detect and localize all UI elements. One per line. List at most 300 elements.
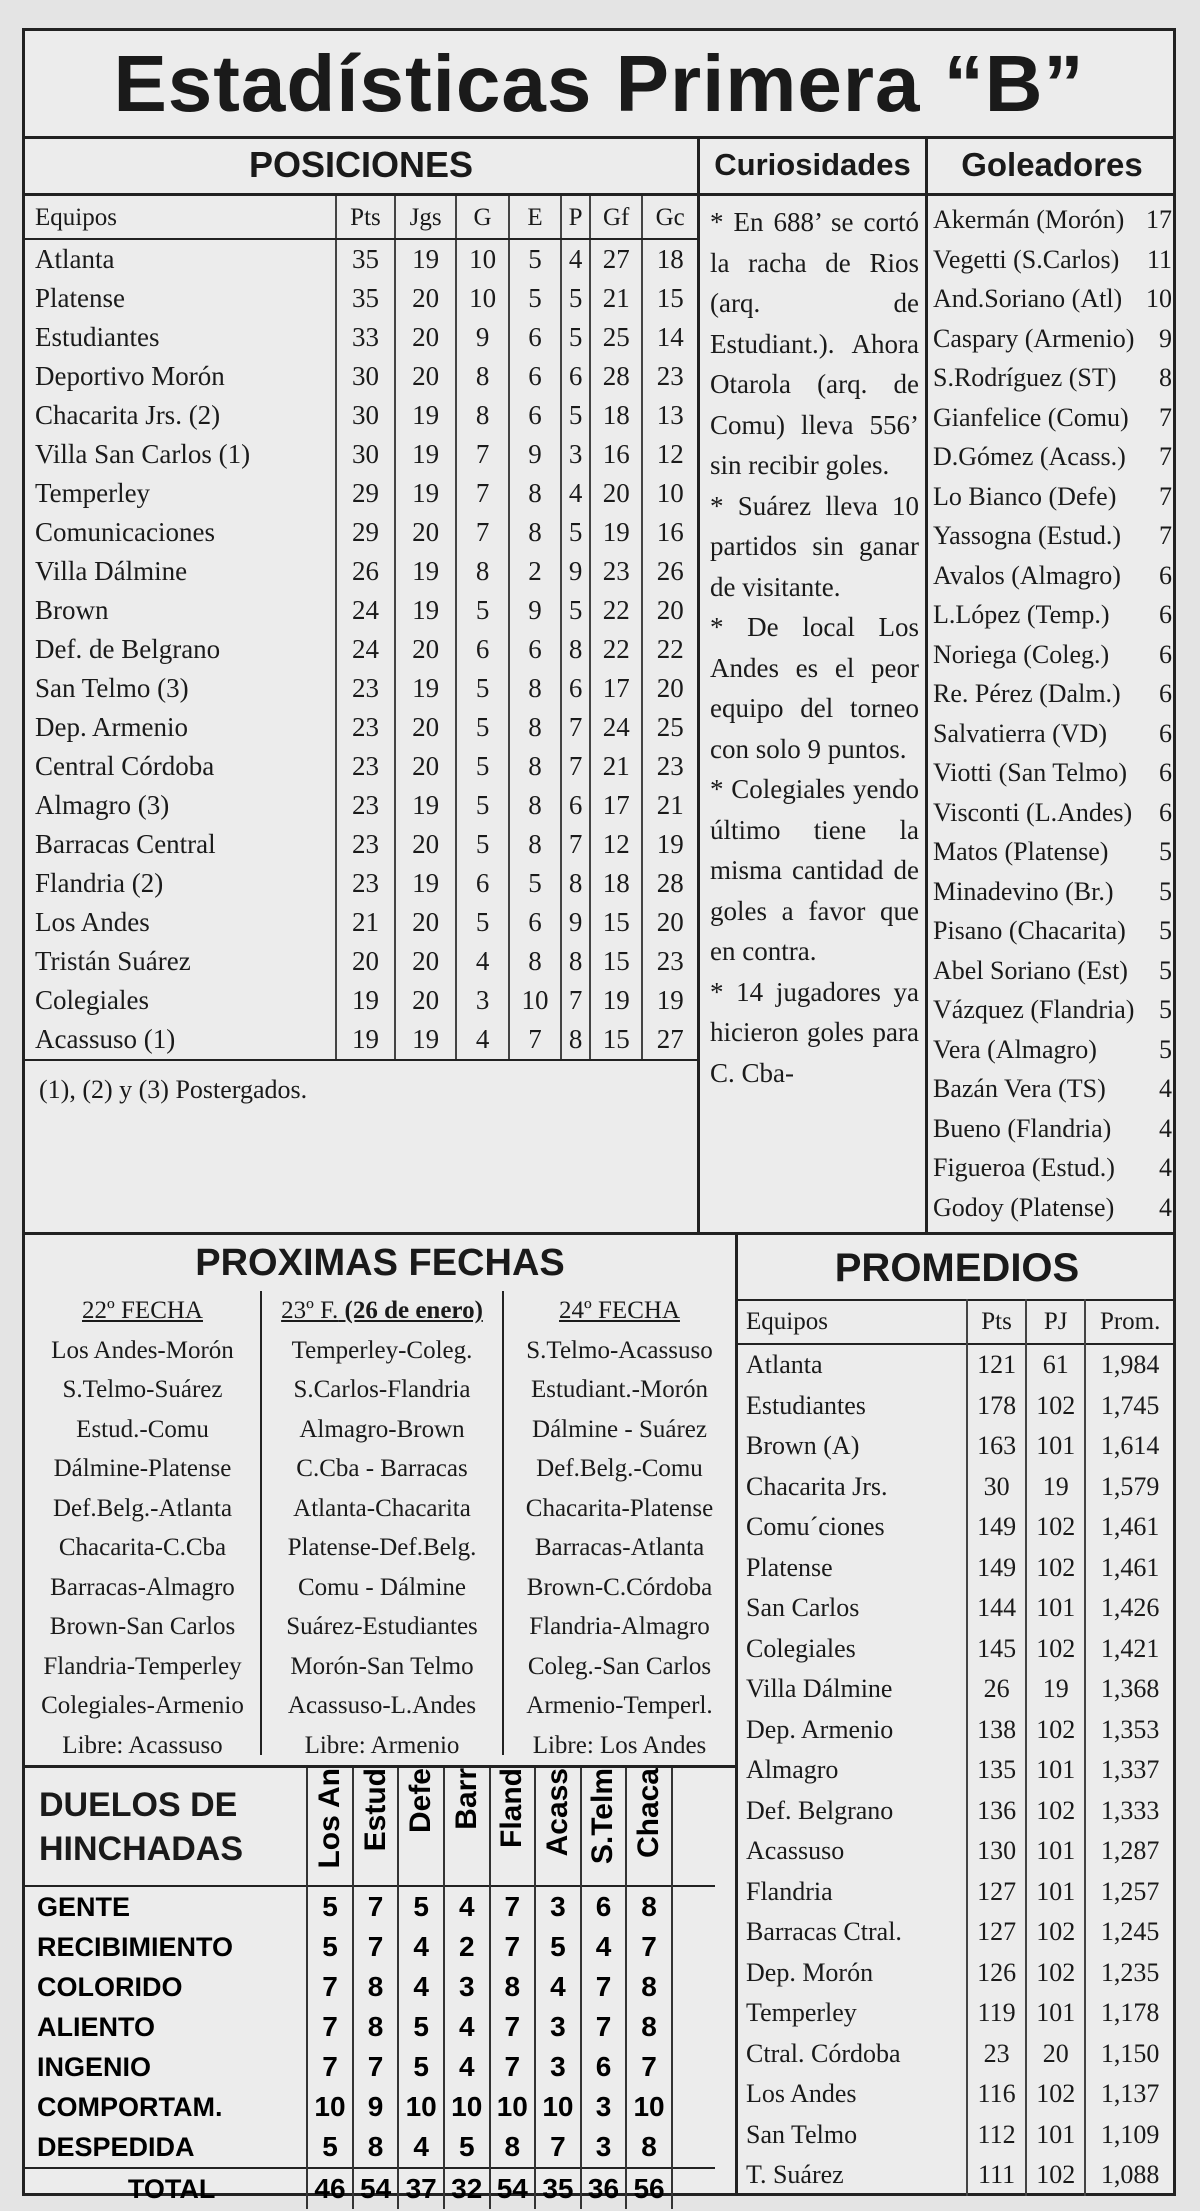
table-cell: 101 — [1026, 1426, 1085, 1467]
table-cell: 8 — [509, 747, 561, 786]
table-row — [738, 1710, 1174, 1751]
table-cell: 25 — [590, 318, 642, 357]
table-cell: 8 — [626, 1967, 672, 2007]
goleador-goals: 5 — [1159, 995, 1172, 1024]
column-header: Pts — [336, 196, 395, 239]
table-cell: 27 — [590, 239, 642, 279]
table-cell: 2 — [444, 1927, 490, 1967]
table-cell: 23 — [336, 708, 395, 747]
match-item: Comu - Dálmine — [297, 1573, 467, 1601]
table-row — [25, 279, 697, 318]
table-cell: 9 — [509, 591, 561, 630]
goleador-name: Avalos (Almagro) — [933, 560, 1121, 590]
table-cell: Acassuso — [746, 1836, 845, 1865]
table-row — [25, 708, 697, 747]
table-cell: 8 — [626, 2127, 672, 2168]
table-cell: 1,245 — [1085, 1912, 1174, 1953]
list-item — [933, 832, 1176, 872]
goleadores-list — [928, 196, 1176, 1227]
fecha-24-title: 24º FECHA — [559, 1297, 680, 1324]
table-row — [25, 1020, 697, 1060]
table-cell: 16 — [590, 435, 642, 474]
table-cell: 144 — [967, 1588, 1026, 1629]
table-cell: 8 — [456, 357, 508, 396]
table-cell: 35 — [336, 239, 395, 279]
column-header: Jgs — [395, 196, 456, 239]
table-cell: 101 — [1026, 1831, 1085, 1872]
table-cell: 135 — [967, 1750, 1026, 1791]
list-item — [933, 200, 1176, 240]
table-cell: 20 — [395, 630, 456, 669]
duelo-team-label: Barr — [449, 1768, 483, 1830]
table-cell: 20 — [395, 981, 456, 1020]
table-cell: 4 — [581, 1927, 627, 1967]
table-cell: 15 — [590, 903, 642, 942]
table-cell: 5 — [456, 786, 508, 825]
duelo-team-label: Fland — [495, 1768, 529, 1848]
table-cell: 21 — [590, 279, 642, 318]
goleador-name: Akermán (Morón) — [933, 205, 1125, 234]
goleador-name: Salvatierra (VD) — [933, 718, 1107, 748]
table-cell: 7 — [490, 2007, 536, 2047]
promedios-section — [738, 1235, 1176, 2196]
list-item — [933, 595, 1176, 635]
duelos-table — [25, 1768, 715, 2209]
total-label: TOTAL — [127, 2173, 216, 2204]
table-cell: 5 — [561, 396, 590, 435]
blank-cell — [672, 2007, 715, 2047]
table-row — [25, 669, 697, 708]
table-cell: 127 — [967, 1912, 1026, 1953]
table-cell: 6 — [509, 357, 561, 396]
column-header: Equipos — [746, 1307, 828, 1335]
table-cell: 20 — [642, 669, 697, 708]
table-row — [25, 2007, 715, 2047]
goleador-name: Vázquez (Flandria) — [933, 995, 1135, 1024]
table-cell: Platense — [746, 1552, 833, 1582]
table-cell: 10 — [456, 279, 508, 318]
table-cell: 13 — [642, 396, 697, 435]
list-item — [933, 1148, 1176, 1188]
match-item: Barracas-Atlanta — [534, 1534, 705, 1561]
table-cell: 30 — [336, 435, 395, 474]
table-cell: 23 — [642, 357, 697, 396]
table-cell: 4 — [398, 1927, 444, 1967]
table-row — [25, 591, 697, 630]
table-cell: 3 — [581, 2087, 627, 2127]
table-cell: San Telmo (3) — [35, 673, 189, 703]
blank-column — [672, 1768, 715, 1886]
duelo-team-header — [490, 1768, 536, 1886]
match-item: Def.Belg.-Comu — [536, 1455, 703, 1482]
goleador-name: L.López (Temp.) — [933, 600, 1110, 629]
table-cell: 21 — [590, 747, 642, 786]
table-cell: Temperley — [746, 1998, 857, 2027]
table-cell: Villa Dálmine — [35, 556, 188, 586]
table-cell: 7 — [307, 2047, 353, 2087]
table-cell: 10 — [307, 2087, 353, 2127]
goleador-goals: 5 — [1159, 837, 1172, 866]
list-item — [933, 674, 1176, 714]
table-cell: 101 — [1026, 1872, 1085, 1913]
list-item — [933, 911, 1176, 951]
table-cell: 4 — [444, 2047, 490, 2087]
table-row — [25, 2127, 715, 2168]
table-cell: 101 — [1026, 1588, 1085, 1629]
table-row — [738, 1831, 1174, 1872]
match-item: Def.Belg.-Atlanta — [52, 1494, 233, 1522]
column-header: Prom. — [1085, 1300, 1174, 1344]
table-cell: 19 — [395, 669, 456, 708]
list-item — [933, 1188, 1176, 1228]
table-cell: San Telmo — [746, 2119, 858, 2149]
table-cell: 2 — [509, 552, 561, 591]
table-row — [738, 2155, 1174, 2196]
goleador-goals: 6 — [1159, 718, 1172, 748]
table-cell: 10 — [490, 2087, 536, 2127]
goleador-name: Vera (Almagro) — [933, 1034, 1097, 1064]
table-cell: 102 — [1026, 1710, 1085, 1751]
match-item: Libre: Acassuso — [62, 1731, 223, 1759]
table-cell: 8 — [626, 1886, 672, 1927]
duelos-title — [25, 1768, 307, 1886]
table-cell: 20 — [642, 591, 697, 630]
duelo-category: GENTE — [37, 1891, 131, 1922]
table-cell: 23 — [336, 669, 395, 708]
table-cell: 1,257 — [1085, 1872, 1174, 1913]
table-row — [25, 357, 697, 396]
goleador-goals: 10 — [1146, 284, 1172, 313]
goleador-name: Lo Bianco (Defe) — [933, 481, 1117, 511]
table-cell: 7 — [490, 1927, 536, 1967]
curiosidad-item: * Suárez lleva 10 partidos sin ganar de visitante. — [710, 490, 919, 602]
goleador-goals: 6 — [1159, 758, 1172, 787]
table-cell: 1,088 — [1085, 2155, 1174, 2196]
table-cell: 119 — [967, 1993, 1026, 2034]
goleador-name: S.Rodríguez (ST) — [933, 363, 1117, 392]
table-cell: Flandria (2) — [35, 868, 164, 898]
table-cell: 7 — [353, 2047, 399, 2087]
posiciones-header: POSICIONES — [25, 139, 697, 196]
match-item: Acassuso-L.Andes — [287, 1692, 477, 1719]
table-cell: Ctral. Córdoba — [746, 2038, 901, 2068]
table-cell: 8 — [626, 2007, 672, 2047]
table-row — [25, 513, 697, 552]
blank-cell — [672, 1927, 715, 1967]
goleador-name: Matos (Platense) — [933, 837, 1109, 866]
table-row — [25, 474, 697, 513]
table-cell: 8 — [509, 474, 561, 513]
total-cell: 35 — [535, 2168, 581, 2209]
duelo-team-header — [535, 1768, 581, 1886]
table-cell: 102 — [1026, 2074, 1085, 2115]
table-cell: 1,287 — [1085, 1831, 1174, 1872]
table-cell: 3 — [535, 2007, 581, 2047]
table-cell: 102 — [1026, 1507, 1085, 1548]
table-row — [738, 1993, 1174, 2034]
table-cell: 23 — [336, 825, 395, 864]
goleador-name: Pisano (Chacarita) — [933, 916, 1126, 945]
table-cell: 25 — [642, 708, 697, 747]
table-cell: 29 — [336, 474, 395, 513]
goleador-goals: 6 — [1159, 560, 1172, 590]
table-cell: 19 — [336, 1020, 395, 1060]
table-cell: 102 — [1026, 1912, 1085, 1953]
list-item — [933, 635, 1176, 675]
table-cell: 3 — [535, 1886, 581, 1927]
table-cell: 16 — [642, 513, 697, 552]
table-cell: 4 — [456, 1020, 508, 1060]
table-cell: 138 — [967, 1710, 1026, 1751]
goleador-goals: 7 — [1159, 402, 1172, 432]
duelo-team-label: S.Telm — [586, 1768, 620, 1865]
goleadores-header: Goleadores — [928, 139, 1176, 196]
table-cell: 12 — [642, 435, 697, 474]
match-item: Morón-San Telmo — [290, 1652, 474, 1680]
table-cell: 19 — [395, 591, 456, 630]
fecha-23-title — [262, 1291, 502, 1331]
proximas-columns — [25, 1291, 735, 1759]
goleador-goals: 4 — [1159, 1153, 1172, 1182]
table-row — [25, 1967, 715, 2007]
duelo-category: DESPEDIDA — [37, 2131, 195, 2162]
curiosidades-header: Curiosidades — [700, 139, 925, 196]
table-cell: 20 — [336, 942, 395, 981]
goleador-name: Re. Pérez (Dalm.) — [933, 679, 1121, 708]
posiciones-footnote: (1), (2) y (3) Postergados. — [39, 1075, 308, 1104]
table-cell: Colegiales — [35, 985, 149, 1015]
goleador-name: Visconti (L.Andes) — [933, 797, 1133, 827]
table-row — [25, 786, 697, 825]
table-row — [738, 2115, 1174, 2156]
goleador-name: Minadevino (Br.) — [933, 876, 1114, 906]
curiosidades-section — [700, 139, 925, 1232]
duelo-category: ALIENTO — [37, 2011, 156, 2042]
table-cell: 8 — [509, 708, 561, 747]
table-cell: 18 — [642, 239, 697, 279]
table-cell: 3 — [444, 1967, 490, 2007]
table-cell: 5 — [509, 239, 561, 279]
table-cell: 19 — [336, 981, 395, 1020]
table-cell: 22 — [642, 630, 697, 669]
list-item — [933, 1069, 1176, 1109]
goleador-goals: 6 — [1159, 600, 1172, 629]
duelo-team-label: Los An — [313, 1768, 346, 1869]
list-item — [933, 1109, 1176, 1149]
duelo-team-header — [353, 1768, 399, 1886]
table-cell: 102 — [1026, 1548, 1085, 1589]
table-row — [25, 903, 697, 942]
table-row — [738, 1507, 1174, 1548]
table-cell: 102 — [1026, 1791, 1085, 1832]
table-cell: Def. de Belgrano — [35, 634, 221, 664]
match-item: S.Carlos-Flandria — [293, 1376, 471, 1403]
table-cell: 8 — [353, 2007, 399, 2047]
table-cell: 26 — [642, 552, 697, 591]
goleador-goals: 7 — [1159, 521, 1172, 550]
table-cell: 1,109 — [1085, 2115, 1174, 2156]
goleador-name: And.Soriano (Atl) — [933, 284, 1123, 313]
table-cell: Los Andes — [746, 2079, 857, 2108]
list-item — [933, 358, 1176, 398]
goleador-name: Abel Soriano (Est) — [933, 955, 1128, 985]
table-cell: 28 — [642, 864, 697, 903]
duelo-team-label: Acass — [540, 1768, 574, 1857]
table-cell: 20 — [395, 747, 456, 786]
table-row — [25, 630, 697, 669]
table-cell: Villa San Carlos (1) — [35, 439, 251, 469]
table-row — [25, 981, 697, 1020]
goleador-name: Bueno (Flandria) — [933, 1113, 1112, 1143]
table-cell: 5 — [398, 2047, 444, 2087]
table-cell: Acassuso (1) — [25, 1020, 336, 1060]
table-cell: Platense — [35, 283, 125, 313]
table-cell: 5 — [456, 669, 508, 708]
table-cell: 7 — [561, 981, 590, 1020]
duelo-team-header — [581, 1768, 627, 1886]
table-cell: 10 — [444, 2087, 490, 2127]
table-cell: 136 — [967, 1791, 1026, 1832]
table-row — [25, 2047, 715, 2087]
fecha-23-date: (26 de enero) — [344, 1297, 483, 1324]
table-cell: 19 — [1026, 1669, 1085, 1710]
table-cell: 8 — [353, 1967, 399, 2007]
goleador-name: Figueroa (Estud.) — [933, 1153, 1115, 1182]
duelo-team-label: Estud — [358, 1768, 392, 1852]
table-row — [738, 1548, 1174, 1589]
list-item — [933, 714, 1176, 754]
list-item — [933, 240, 1176, 280]
page-title: Estadísticas Primera “B” — [25, 31, 1173, 139]
table-cell: 24 — [336, 591, 395, 630]
table-cell: 6 — [581, 2047, 627, 2087]
table-row — [25, 2087, 715, 2127]
table-cell: 4 — [398, 2127, 444, 2168]
table-row — [738, 1750, 1174, 1791]
table-cell: 5 — [456, 708, 508, 747]
fecha-22-column — [25, 1291, 260, 1759]
fecha-24-column — [504, 1291, 735, 1759]
table-cell: 4 — [444, 1886, 490, 1927]
fecha-22-title: 22º FECHA — [82, 1297, 203, 1324]
match-item: Colegiales-Armenio — [41, 1692, 244, 1719]
table-cell: 5 — [561, 591, 590, 630]
goleador-name: Gianfelice (Comu) — [933, 402, 1129, 432]
table-row — [25, 942, 697, 981]
table-cell: Dep. Armenio — [746, 1714, 894, 1744]
table-cell: 61 — [1026, 1344, 1085, 1386]
duelos-title-line2: HINCHADAS — [39, 1829, 243, 1868]
table-row — [738, 1386, 1174, 1427]
table-cell: 27 — [642, 1020, 697, 1060]
table-row — [25, 552, 697, 591]
table-cell: 8 — [509, 786, 561, 825]
total-cell: 36 — [581, 2168, 627, 2209]
curiosidad-item: * De local Los Andes es el peor equipo del torneo con solo 9 puntos. — [710, 612, 919, 764]
table-cell: 29 — [336, 513, 395, 552]
table-row — [738, 1872, 1174, 1913]
table-cell: 5 — [561, 279, 590, 318]
proximas-section — [25, 1235, 735, 1765]
table-cell: 1,745 — [1085, 1386, 1174, 1427]
list-item — [933, 556, 1176, 596]
table-row — [25, 396, 697, 435]
duelos-title-line1: DUELOS DE — [39, 1785, 238, 1824]
goleador-goals: 6 — [1159, 797, 1172, 827]
blank-cell — [672, 2168, 715, 2209]
table-row — [25, 435, 697, 474]
table-cell: 5 — [444, 2127, 490, 2168]
table-cell: 7 — [307, 1967, 353, 2007]
posiciones-section — [25, 139, 697, 1232]
promedios-table — [738, 1299, 1174, 2196]
table-row — [25, 864, 697, 903]
goleador-goals: 7 — [1159, 481, 1172, 511]
table-cell: 149 — [967, 1548, 1026, 1589]
goleador-goals: 9 — [1159, 323, 1172, 353]
table-cell: 24 — [336, 630, 395, 669]
table-cell: 23 — [336, 864, 395, 903]
total-cell: 54 — [353, 2168, 399, 2209]
duelo-team-header — [307, 1768, 353, 1886]
table-cell: 6 — [509, 396, 561, 435]
goleador-name: Yassogna (Estud.) — [933, 521, 1122, 550]
table-cell: 7 — [307, 2007, 353, 2047]
table-cell: 5 — [456, 747, 508, 786]
goleador-name: Vegetti (S.Carlos) — [933, 244, 1120, 274]
table-cell: 101 — [1026, 1750, 1085, 1791]
table-cell: Los Andes — [35, 907, 150, 937]
table-cell: 26 — [967, 1669, 1026, 1710]
match-item: Platense-Def.Belg. — [287, 1534, 477, 1561]
table-cell: 8 — [456, 396, 508, 435]
table-cell: 23 — [336, 747, 395, 786]
table-cell: 7 — [509, 1020, 561, 1060]
table-cell: 1,368 — [1085, 1669, 1174, 1710]
table-cell: 10 — [535, 2087, 581, 2127]
blank-cell — [672, 2087, 715, 2127]
table-row — [738, 1791, 1174, 1832]
table-cell: Chacarita Jrs. (2) — [35, 400, 221, 430]
table-cell: 7 — [561, 708, 590, 747]
table-cell: 23 — [642, 942, 697, 981]
table-cell: 4 — [561, 239, 590, 279]
table-cell: 121 — [967, 1344, 1026, 1386]
table-row — [738, 1467, 1174, 1508]
table-cell: Dep. Armenio — [35, 712, 188, 742]
table-cell: 3 — [456, 981, 508, 1020]
match-item: Chacarita-C.Cba — [58, 1534, 227, 1561]
table-cell: 1,337 — [1085, 1750, 1174, 1791]
table-cell: 127 — [967, 1872, 1026, 1913]
match-item: Atlanta-Chacarita — [293, 1494, 471, 1522]
table-cell: 21 — [642, 786, 697, 825]
match-item: Flandria-Almagro — [529, 1613, 710, 1640]
total-cell: 56 — [626, 2168, 672, 2209]
table-cell: 1,461 — [1085, 1548, 1174, 1589]
table-cell: 1,178 — [1085, 1993, 1174, 2034]
table-row — [738, 1426, 1174, 1467]
duelo-category: INGENIO — [37, 2051, 152, 2082]
table-cell: 19 — [395, 435, 456, 474]
table-cell: 5 — [456, 825, 508, 864]
table-cell: 35 — [336, 279, 395, 318]
table-row — [25, 239, 697, 279]
table-cell: 178 — [967, 1386, 1026, 1427]
table-cell: Almagro (3) — [35, 790, 170, 820]
table-cell: Atlanta — [35, 244, 115, 274]
table-cell: 21 — [336, 903, 395, 942]
